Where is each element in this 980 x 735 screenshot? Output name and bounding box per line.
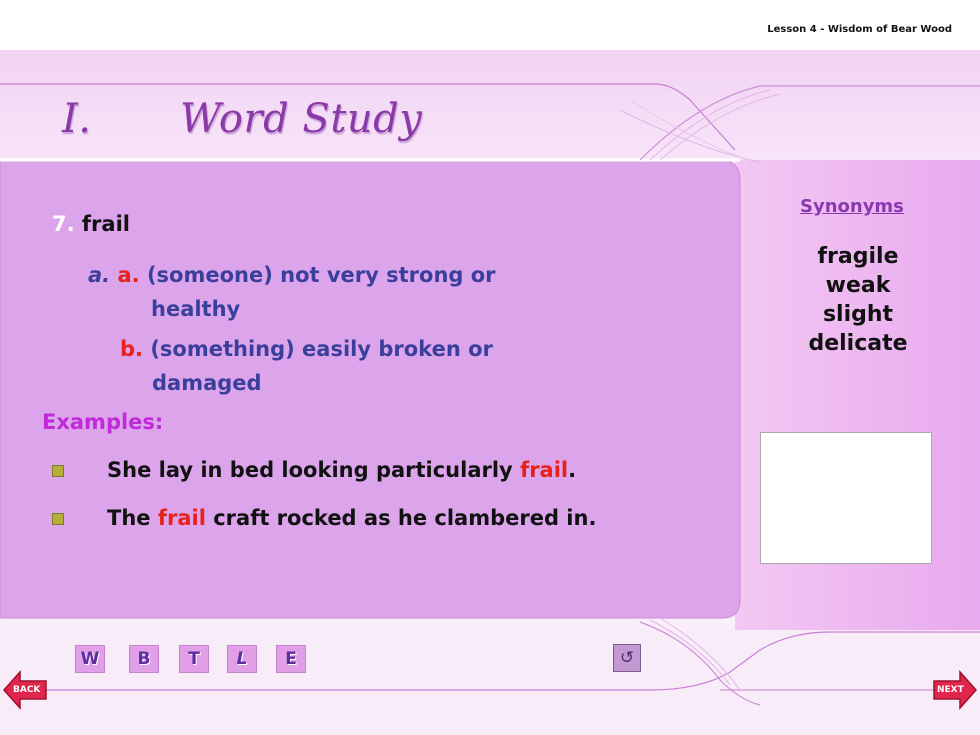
definition-b-text: (something) easily broken or: [150, 337, 493, 361]
definition-a-letter: a.: [117, 263, 140, 287]
definition-a: [88, 258, 496, 293]
bullet-icon: [52, 465, 64, 477]
synonym-item: delicate: [808, 331, 908, 356]
example-1-pre: She lay in bed looking particularly: [107, 458, 521, 482]
image-placeholder: [760, 432, 932, 564]
vocab-word: [52, 212, 130, 236]
example-1-highlight: frail: [520, 458, 569, 482]
example-2-highlight: frail: [157, 506, 206, 530]
example-1-post: .: [568, 458, 577, 482]
synonyms-title[interactable]: Synonyms: [800, 196, 904, 217]
example-1: [107, 458, 576, 482]
back-label: BACK: [13, 685, 41, 695]
next-label: NEXT: [937, 685, 964, 695]
return-button[interactable]: [613, 644, 641, 672]
nav-button-e[interactable]: E: [276, 645, 306, 673]
synonym-item: weak: [825, 273, 891, 298]
bullet-icon: [52, 513, 64, 525]
definition-b-line2: damaged: [152, 371, 262, 395]
synonym-item: slight: [822, 302, 894, 327]
nav-button-l[interactable]: L: [227, 645, 257, 673]
example-2-post: craft rocked as he clambered in.: [205, 506, 597, 530]
entry-number: 7.: [52, 212, 75, 236]
example-2-pre: The: [107, 506, 158, 530]
example-2: [107, 506, 596, 530]
section-title-text: Word Study: [180, 96, 423, 142]
definition-b-letter: b.: [120, 337, 144, 361]
nav-button-w[interactable]: W: [75, 645, 105, 673]
definition-a-text: (someone) not very strong or: [146, 263, 496, 287]
definition-a-marker: a.: [88, 263, 111, 287]
definition-a-line2: healthy: [151, 297, 241, 321]
definition-b: [120, 332, 493, 367]
entry-word: frail: [81, 212, 130, 236]
nav-button-t[interactable]: T: [179, 645, 209, 673]
synonyms-list: [790, 242, 926, 358]
examples-heading: Examples:: [42, 410, 164, 434]
section-number: I.: [62, 96, 92, 142]
synonym-item: fragile: [817, 244, 899, 269]
section-title: [62, 96, 422, 142]
lesson-title: Lesson 4 - Wisdom of Bear Wood: [767, 24, 952, 35]
return-icon: ↺: [619, 648, 635, 668]
nav-button-b[interactable]: B: [129, 645, 159, 673]
